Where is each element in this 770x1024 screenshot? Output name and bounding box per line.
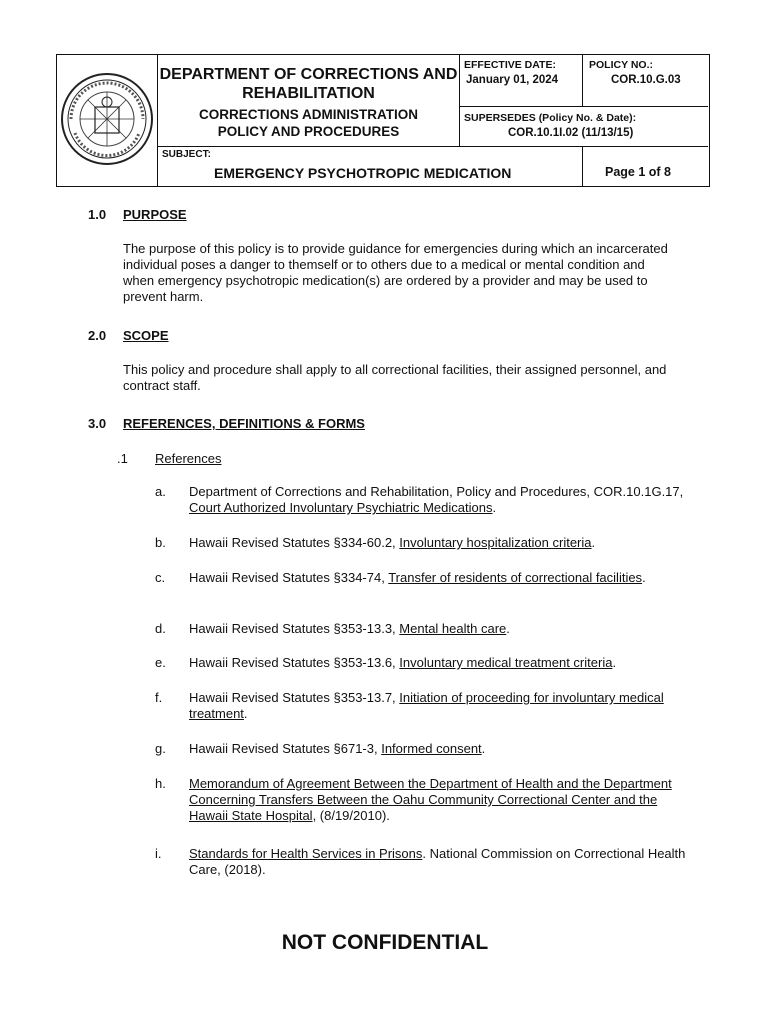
reference-title: Mental health care [399,621,507,636]
subject-value: EMERGENCY PSYCHOTROPIC MEDICATION [214,165,512,181]
policy-procedures: POLICY AND PROCEDURES [217,124,400,139]
reference-title: Court Authorized Involuntary Psychiatric Medications [189,500,493,515]
reference-text: Hawaii Revised Statutes §334-74, [189,570,389,585]
reference-title: Involuntary medical treatment criteria [399,655,613,670]
state-seal-icon [57,55,157,185]
supersedes-label: SUPERSEDES (Policy No. & Date): [464,112,637,124]
reference-letter: i. [155,846,162,861]
reference-letter: f. [155,690,163,705]
department-name: DEPARTMENT OF CORRECTIONS AND REHABILITATION [159,66,458,102]
effective-date-label: EFFECTIVE DATE: [464,59,556,71]
department-cell [158,55,459,147]
reference-title: Standards for Health Services in Prisons [189,846,423,861]
reference-text: Department of Corrections and Rehabilitation, Policy and Procedures, COR.10.1G.17, [189,484,684,499]
references-sub-number: .1 [117,451,128,466]
reference-text: Hawaii Revised Statutes §334-60.2, [189,535,400,550]
page-number-cell [582,147,708,186]
reference-text: Hawaii Revised Statutes §353-13.3, [189,621,400,636]
reference-suffix: . [243,706,248,721]
policy-number-cell [582,55,708,107]
reference-letter: a. [155,484,166,499]
reference-letter: d. [155,621,166,636]
effective-date-cell [459,55,582,107]
reference-suffix: . [612,655,617,670]
reference-letter: b. [155,535,166,550]
reference-title: Informed consent [381,741,482,756]
policy-number-label: POLICY NO.: [589,59,653,71]
page-number: Page 1 of 8 [605,165,671,179]
supersedes-value: COR.10.1I.02 (11/13/15) [508,127,634,139]
scope-text: This policy and procedure shall apply to all correctional facilities, their assigned personnel, and contract staff. [123,362,667,393]
scope-number: 2.0 [88,328,107,343]
reference-suffix: . [506,621,510,636]
effective-date-value: January 01, 2024 [466,74,559,86]
references-heading: REFERENCES, DEFINITIONS & FORMS [123,416,365,431]
reference-letter: g. [155,741,166,756]
references-sub-title: References [155,451,222,466]
scope-heading: SCOPE [123,328,169,343]
supersedes-cell [459,107,708,147]
reference-suffix: . [492,500,497,515]
purpose-heading: PURPOSE [123,207,187,222]
reference-text: Hawaii Revised Statutes §353-13.7, [189,690,400,705]
reference-title: Involuntary hospitalization criteria [399,535,592,550]
reference-text: Hawaii Revised Statutes §671-3, [189,741,382,756]
reference-suffix: . [591,535,596,550]
reference-suffix: , (8/19/2010). [312,808,390,823]
policy-header-table [56,54,710,187]
references-number: 3.0 [88,416,107,431]
reference-text: Hawaii Revised Statutes §353-13.6, [189,655,400,670]
reference-title: Initiation of proceeding for involuntary medical treatment [189,690,664,721]
purpose-number: 1.0 [88,207,107,222]
reference-title: Transfer of residents of correctional facilities [388,570,643,585]
state-seal-cell [57,55,158,186]
policy-number-value: COR.10.G.03 [611,74,681,86]
purpose-text: The purpose of this policy is to provide guidance for emergencies during which an incarcerated individual poses a danger to themself or to others due to a medical or mental condition and when emergency psychotropic medication(s) are ordered by a provider and may be used to prevent harm. [123,241,668,304]
reference-letter: h. [155,776,166,791]
reference-title: Memorandum of Agreement Between the Department of Health and the Department Concerning Transfers Between the Oahu Community Correctional Center and the Hawaii State Hospital [189,776,672,823]
reference-letter: e. [155,655,166,670]
corrections-admin: CORRECTIONS ADMINISTRATION [199,107,418,122]
confidentiality-footer: NOT CONFIDENTIAL [281,931,489,954]
reference-letter: c. [155,570,166,585]
subject-label: SUBJECT: [162,149,211,160]
reference-suffix: . National Commission on Correctional Health Care, (2018). [189,846,686,877]
reference-suffix: . [642,570,646,585]
reference-suffix: . [481,741,486,756]
subject-cell [158,147,582,186]
